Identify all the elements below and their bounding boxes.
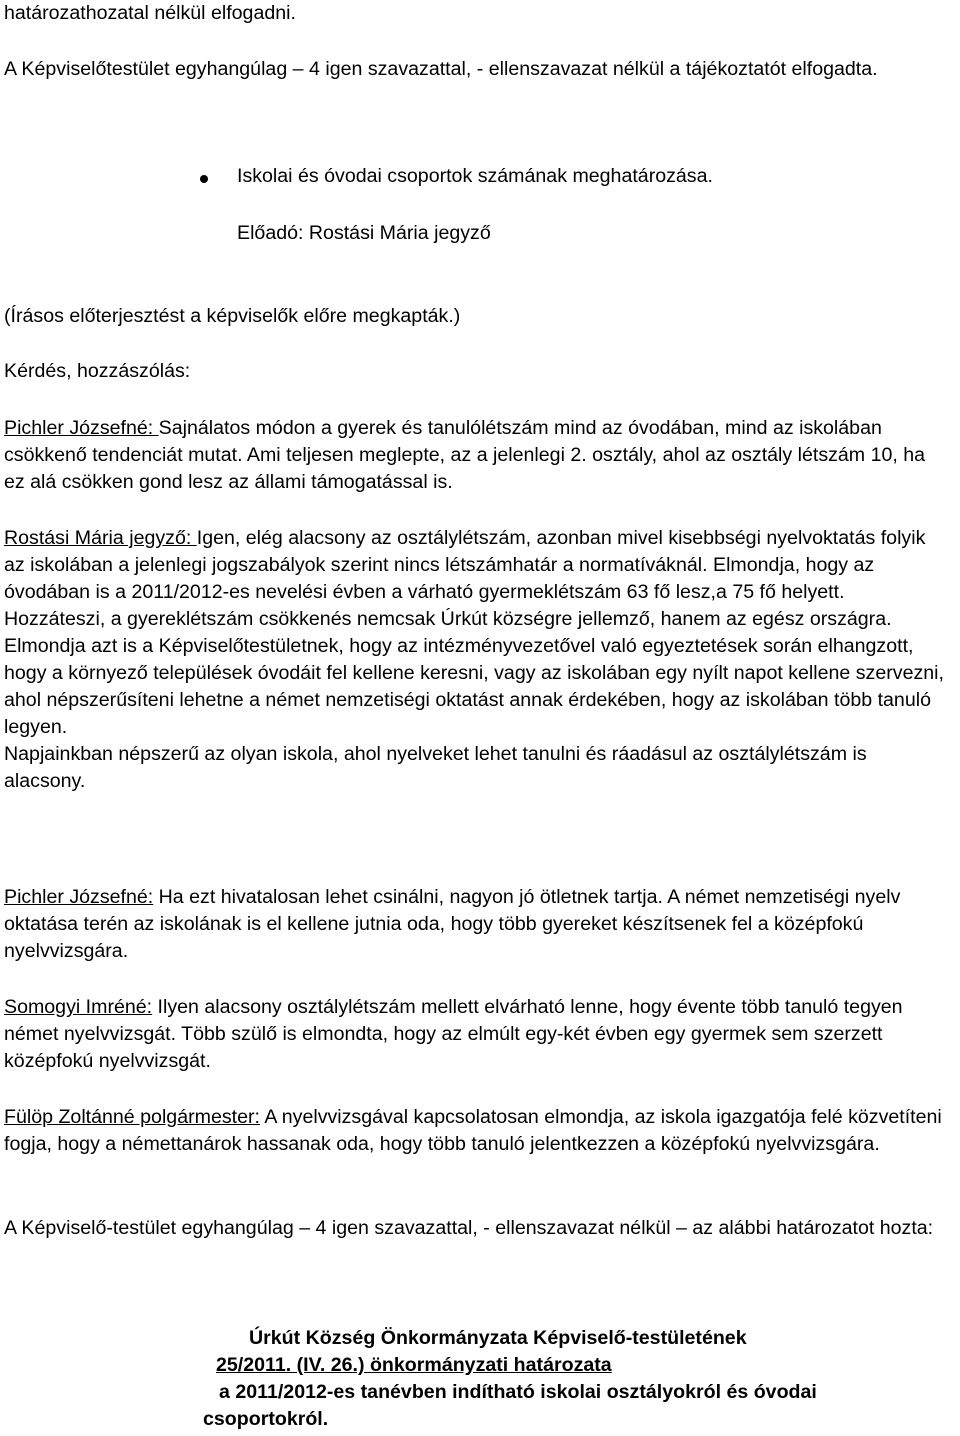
decision-intro: A Képviselő-testület egyhangúlag – 4 igen szavazattal, - ellenszavazat nélkül – az alábbi határozatot hozta: [4, 1217, 934, 1239]
agenda-item-title: Iskolai és óvodai csoportok számának meghatározása. [237, 165, 713, 187]
speech-rostasi-extra-1: Hozzáteszi, a gyereklétszám csökkenés nemcsak Úrkút községre jellemző, hanem az egész országra. [4, 608, 892, 630]
resolution-subject-end: csoportokról. [203, 1408, 329, 1430]
speech-fulop [4, 1104, 944, 1158]
paragraph-previous-decision: határozathozatal nélkül elfogadni. [4, 2, 296, 24]
resolution-title [4, 1325, 956, 1433]
speech-rostasi-extra-2: Elmondja azt is a Képviselőtestületnek, hogy az intézményvezetővel való egyeztetések során elhangzott, hogy a környező települések óvodáit fel kellene keresni, vagy az iskolában egy nyílt napot kellene szervezni, ahol népszerűsíteni lehetne a német nemzetiségi oktatást annak érdekében, hogy az iskolában több tanuló legyen. [4, 635, 944, 738]
speaker-name: Pichler Józsefné: [4, 417, 159, 439]
speaker-name: Rostási Mária jegyző: [4, 527, 197, 549]
resolution-subject: a 2011/2012-es tanévben indítható iskolai osztályokról és óvodai [219, 1381, 817, 1403]
speech-text: Igen, elég alacsony az osztálylétszám, azonban mivel kisebbségi nyelvoktatás folyik az iskolában a jelenlegi jogszabályok szerint nincs létszámhatár a normatíváknál. Elmondja, hogy az óvodában is a 2011/2012-es nevelési évben a várható gyermeklétszám 63 fő lesz,a 75 fő helyett. [4, 527, 926, 603]
speech-text: Ilyen alacsony osztálylétszám mellett elvárható lenne, hogy évente több tanuló tegyen német nyelvvizsgát. Több szülő is elmondta, hogy az elmúlt egy-két évben egy gyermek sem szerzett középfokú nyelvvizsgát. [4, 996, 903, 1072]
speech-text: Ha ezt hivatalosan lehet csinálni, nagyon jó ötletnek tartja. A német nemzetiségi nyelv oktatása terén az iskolának is el kellene jutnia oda, hogy több gyereket készítsenek fel a középfokú nyelvvizsgára. [4, 886, 901, 962]
bullet-icon [200, 175, 208, 183]
speech-somogyi [4, 994, 944, 1075]
speech-text: A nyelvvizsgával kapcsolatosan elmondja, az iskola igazgatója felé közvetíteni fogja, hogy a némettanárok hassanak oda, hogy több tanuló jelentkezzen a középfokú nyelvvizsgára. [4, 1106, 942, 1155]
resolution-body: Úrkút Község Önkormányzata Képviselő-testületének [249, 1327, 747, 1349]
speech-text: Sajnálatos módon a gyerek és tanulólétszám mind az óvodában, mind az iskolában csökkenő tendenciát mutat. Ami teljesen meglepte, az a jelenlegi 2. osztály, ahol az osztály létszám 10, ha ez alá csökken gond lesz az állami támogatással is. [4, 417, 926, 493]
questions-heading: Kérdés, hozzászólás: [4, 360, 191, 382]
speech-pichler-1 [4, 415, 944, 496]
written-proposal-note: (Írásos előterjesztést a képviselők előre megkapták.) [4, 305, 461, 327]
speech-rostasi-extra-3: Napjainkban népszerű az olyan iskola, ahol nyelveket lehet tanulni és ráadásul az osztálylétszám is alacsony. [4, 743, 867, 792]
paragraph-vote-information: A Képviselőtestület egyhangúlag – 4 igen szavazattal, - ellenszavazat nélkül a tájékoztatót elfogadta. [4, 58, 878, 80]
resolution-number: 25/2011. (IV. 26.) önkormányzati határozata [216, 1354, 612, 1376]
speech-rostasi [4, 525, 944, 795]
speaker-name: Somogyi Imréné: [4, 996, 153, 1018]
speaker-name: Fülöp Zoltánné polgármester: [4, 1106, 260, 1128]
speech-pichler-2 [4, 884, 944, 965]
agenda-presenter: Előadó: Rostási Mária jegyző [237, 222, 491, 244]
speech-rostasi-main [4, 525, 944, 606]
speaker-name: Pichler Józsefné: [4, 886, 154, 908]
